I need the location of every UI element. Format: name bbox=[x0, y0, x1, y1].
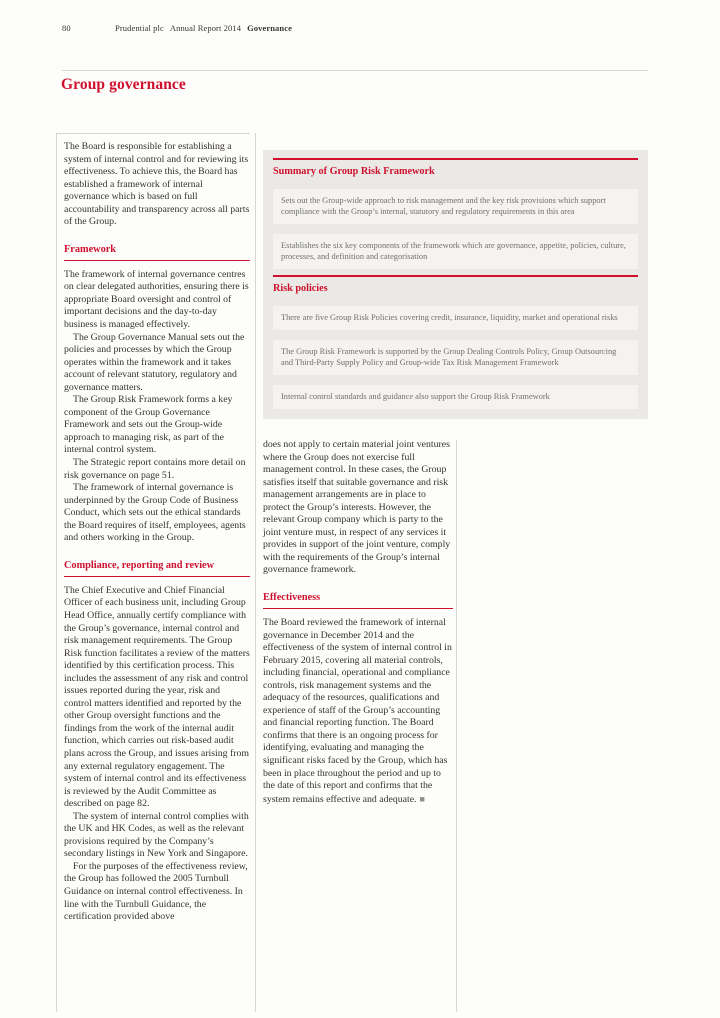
risk-policies-group bbox=[273, 275, 638, 409]
end-of-article-marker: ■ bbox=[419, 793, 425, 804]
compliance-paragraph: For the purposes of the effectiveness review, the Group has followed the 2005 Turnbull Guidance on internal control effectiveness. In line with the Turnbull Guidance, the certification provided above bbox=[64, 860, 248, 923]
effectiveness-heading-rule bbox=[263, 608, 453, 609]
continuation-paragraph: does not apply to certain material joint ventures where the Group does not exercise full management control. In these cases, the Group satisfies itself that suitable governance and risk management arrangements are in place to protect the Group’s interests. However, the relevant Group company which is party to the joint venture must, in respect of any services it provides in support of the joint venture, comply with the requirements of the Group’s internal governance framework. bbox=[263, 439, 451, 576]
compliance-heading: Compliance, reporting and review bbox=[64, 559, 215, 571]
risk-framework-panel bbox=[263, 150, 648, 419]
left-column bbox=[56, 133, 250, 1012]
compliance-heading-rule bbox=[64, 576, 250, 577]
effectiveness-heading: Effectiveness bbox=[263, 592, 321, 604]
middle-column bbox=[263, 439, 453, 806]
framework-paragraph: The framework of internal governance centres on clear delegated authorities, ensuring there is appropriate Board oversight and control of important decisions and the day-to-day business is managed effectively. bbox=[64, 268, 249, 331]
risk-policies-heading-rule bbox=[273, 275, 638, 277]
page-number: 80 bbox=[62, 23, 71, 33]
column-divider bbox=[255, 133, 256, 1012]
intro-paragraph: The Board is responsible for establishing a system of internal control and for reviewing its effectiveness. To achieve this, the Board has established a framework of internal governance which is based on full accountability and transparency across all parts of the Group. bbox=[64, 141, 250, 228]
summary-group bbox=[273, 158, 638, 269]
summary-item: Establishes the six key components of the framework which are governance, appetite, policies, culture, processes, and definition and categorisation bbox=[273, 234, 638, 269]
page-title: Group governance bbox=[61, 76, 186, 93]
section-name: Governance bbox=[247, 23, 292, 33]
summary-heading: Summary of Group Risk Framework bbox=[273, 166, 435, 177]
running-header bbox=[62, 23, 658, 33]
effectiveness-paragraph bbox=[263, 617, 453, 806]
risk-policy-item: Internal control standards and guidance also support the Group Risk Framework bbox=[273, 385, 638, 409]
framework-heading: Framework bbox=[64, 243, 117, 255]
framework-paragraph: The framework of internal governance is underpinned by the Group Code of Business Conduct, which sets out the ethical standards the Board requires of itself, employees, agents and others working in the Group. bbox=[64, 482, 246, 544]
effectiveness-text: The Board reviewed the framework of internal governance in December 2014 and the effectiveness of the system of internal control in February 2015, covering all material controls, including financial, operational and compliance controls, risk management systems and the adequacy of the resources, qualifications and experience of staff of the Group’s accounting and financial reporting function. The Board confirms that there is an ongoing process for identifying, evaluating and managing the significant risks faced by the Group, which has been in place throughout the period and up to the date of this report and confirms that the system remains effective and adequate. bbox=[263, 617, 452, 805]
framework-paragraph: The Group Governance Manual sets out the policies and processes by which the Group operates within the framework and it takes account of relevant statutory, regulatory and governance matters. bbox=[64, 331, 245, 393]
compliance-paragraph: The system of internal control complies with the UK and HK Codes, as well as the relevant provisions required by the Company’s secondary listings in New York and Singapore. bbox=[64, 810, 249, 860]
company-name: Prudential plc bbox=[115, 23, 164, 33]
risk-policy-item: There are five Group Risk Policies covering credit, insurance, liquidity, market and operational risks bbox=[273, 306, 638, 330]
report-title: Annual Report 2014 bbox=[169, 23, 242, 33]
summary-heading-rule bbox=[273, 158, 638, 160]
framework-paragraph: The Strategic report contains more detail on risk governance on page 51. bbox=[64, 457, 246, 481]
risk-policies-heading: Risk policies bbox=[273, 283, 328, 294]
framework-heading-rule bbox=[64, 260, 250, 261]
risk-policy-item: The Group Risk Framework is supported by the Group Dealing Controls Policy, Group Outsourcing and Third-Party Supply Policy and Group-wide Tax Risk Management Framework bbox=[273, 340, 638, 375]
summary-item: Sets out the Group-wide approach to risk management and the key risk provisions which support compliance with the Group’s internal, statutory and regulatory requirements in this area bbox=[273, 189, 638, 224]
compliance-paragraph: The Chief Executive and Chief Financial Officer of each business unit, including Group Head Office, annually certify compliance with the Group’s governance, internal control and risk management requirements. The Group Risk function facilitates a review of the matters identified by this certification process. This includes the assessment of any risk and control issues reported during the year, risk and control matters identified and reported by the other Group oversight functions and the findings from the work of the internal audit function, which carries out risk-based audit plans across the Group, and issues arising from any external regulatory engagement. The system of internal control and its effectiveness is reviewed by the Audit Committee as described on page 82. bbox=[64, 584, 250, 810]
column-divider bbox=[456, 440, 457, 1012]
framework-paragraph: The Group Risk Framework forms a key component of the Group Governance Framework and sets out the Group-wide approach to managing risk, as part of the internal control system. bbox=[64, 394, 233, 456]
header-divider bbox=[62, 70, 648, 71]
